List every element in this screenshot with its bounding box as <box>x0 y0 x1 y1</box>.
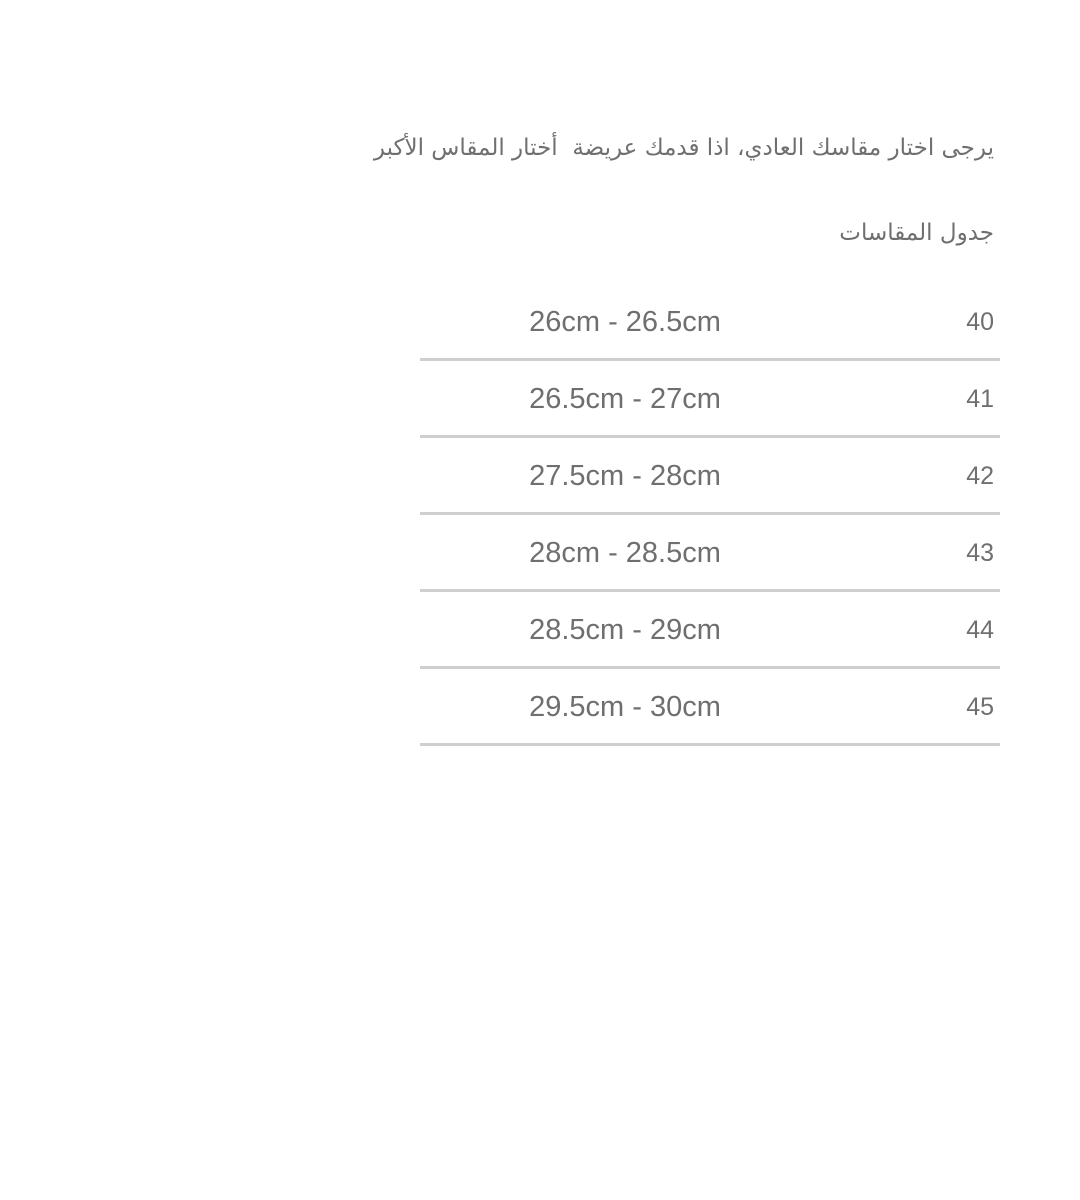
size-table-title: جدول المقاسات <box>839 220 994 246</box>
shoe-size: 44 <box>966 616 994 644</box>
shoe-size: 42 <box>966 462 994 490</box>
sizing-note: يرجى اختار مقاسك العادي، اذا قدمك عريضة أختار المقاس الأكبر <box>373 135 994 161</box>
shoe-size: 40 <box>966 308 994 336</box>
foot-length-range: 27.5cm - 28cm <box>529 460 721 492</box>
size-row-42 <box>420 438 1000 515</box>
size-row-44 <box>420 592 1000 669</box>
foot-length-range: 28.5cm - 29cm <box>529 614 721 646</box>
shoe-size: 45 <box>966 693 994 721</box>
foot-length-range: 29.5cm - 30cm <box>529 691 721 723</box>
shoe-size: 41 <box>966 385 994 413</box>
size-row-43 <box>420 515 1000 592</box>
shoe-size: 43 <box>966 539 994 567</box>
foot-length-range: 28cm - 28.5cm <box>529 537 721 569</box>
foot-length-range: 26.5cm - 27cm <box>529 383 721 415</box>
size-row-40 <box>420 284 1000 361</box>
size-row-45 <box>420 669 1000 746</box>
size-row-41 <box>420 361 1000 438</box>
foot-length-range: 26cm - 26.5cm <box>529 306 721 338</box>
size-table <box>420 284 1000 746</box>
